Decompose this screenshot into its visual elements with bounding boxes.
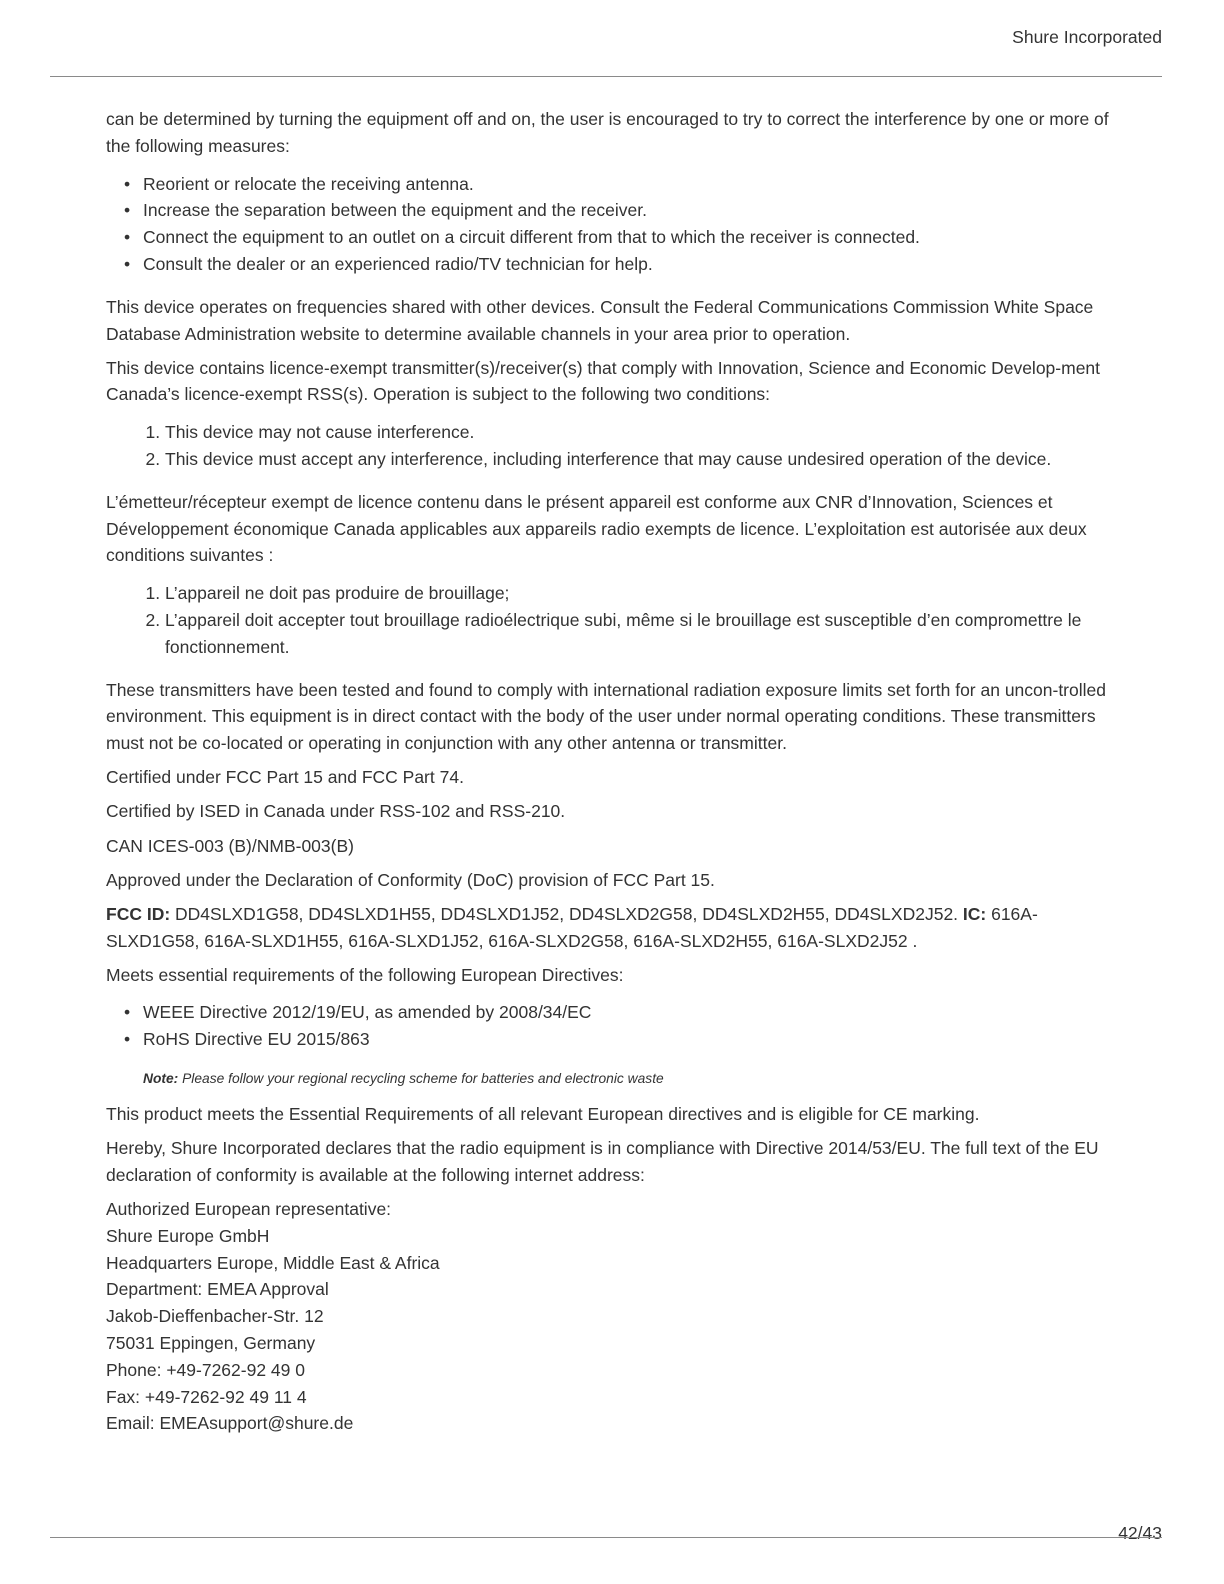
address-line: Shure Europe GmbH	[106, 1225, 270, 1246]
document-body	[106, 106, 1116, 1444]
address-line: Jakob-Dieffenbacher-Str. 12	[106, 1306, 324, 1327]
note-label: Note:	[143, 1070, 179, 1086]
ce-paragraph: This product meets the Essential Requirements of all relevant European directives and is eligible for CE marking.	[106, 1103, 980, 1124]
header-company-name: Shure Incorporated	[1012, 27, 1162, 47]
address-line: Phone: +49-7262-92 49 0	[106, 1359, 305, 1380]
address-line: Authorized European representative:	[106, 1198, 392, 1219]
address-line: Department: EMEA Approval	[106, 1279, 329, 1300]
recycling-note	[143, 1069, 1116, 1089]
doc-paragraph: Approved under the Declaration of Conformity (DoC) provision of FCC Part 15.	[106, 869, 715, 890]
frequencies-paragraph: This device operates on frequencies shared with other devices. Consult the Federal Communications Commission White Space Database Administration website to determine available channels in your area prior to operation.	[106, 296, 1094, 344]
conditions-fr-list	[106, 580, 1116, 660]
list-item: 2. This device must accept any interference, including interference that may cause undesired operation of the device.	[165, 446, 1116, 473]
list-item: 2. L’appareil doit accepter tout brouillage radioélectrique subi, même si le brouillage est susceptible d’en compromettre le fonctionnement.	[165, 607, 1116, 661]
list-item: • WEEE Directive 2012/19/EU, as amended by 2008/34/EC	[143, 999, 1116, 1026]
ices-paragraph: CAN ICES-003 (B)/NMB-003(B)	[106, 835, 354, 856]
fcc-id-values: DD4SLXD1G58, DD4SLXD1H55, DD4SLXD1J52, DD4SLXD2G58, DD4SLXD2H55, DD4SLXD2J52.	[170, 903, 963, 924]
interference-measures-list	[106, 171, 1116, 278]
cert-ised-paragraph: Certified by ISED in Canada under RSS-102 and RSS-210.	[106, 801, 566, 822]
footer-divider	[50, 1537, 1162, 1538]
canada-fr-paragraph: L’émetteur/récepteur exempt de licence contenu dans le présent appareil est conforme aux CNR d’Innovation, Sciences et Développement économique Canada applicables aux appareils radio exempts de licence. L’exploitation est autorisée aux deux conditions suivantes :	[106, 491, 1087, 566]
address-line: Fax: +49-7262-92 49 11 4	[106, 1386, 307, 1407]
directives-paragraph: Meets essential requirements of the following European Directives:	[106, 964, 624, 985]
page-number: 42/43	[1118, 1523, 1162, 1543]
eu-representative-address	[106, 1196, 1116, 1437]
european-directives-list	[106, 999, 1116, 1053]
header-divider	[50, 76, 1162, 77]
list-item: • Connect the equipment to an outlet on a circuit different from that to which the receiver is connected.	[143, 224, 1116, 251]
address-line: Email: EMEAsupport@shure.de	[106, 1413, 354, 1434]
address-line: Headquarters Europe, Middle East & Africa	[106, 1252, 440, 1273]
declaration-paragraph: Hereby, Shure Incorporated declares that the radio equipment is in compliance with Directive 2014/53/EU. The full text of the EU declaration of conformity is available at the following internet address:	[106, 1138, 1099, 1185]
note-text: Please follow your regional recycling scheme for batteries and electronic waste	[178, 1070, 664, 1086]
address-line: 75031 Eppingen, Germany	[106, 1332, 316, 1353]
list-item: • RoHS Directive EU 2015/863	[143, 1026, 1116, 1053]
cert-fcc-paragraph: Certified under FCC Part 15 and FCC Part 74.	[106, 767, 464, 788]
ic-values: 616A-SLXD1G58, 616A-SLXD1H55, 616A-SLXD1J52, 616A-SLXD2G58, 616A-SLXD2H55, 616A-SLXD2J52 .	[106, 903, 1038, 951]
intro-paragraph: can be determined by turning the equipment off and on, the user is encouraged to try to correct the interference by one or more of the following measures:	[106, 109, 1109, 156]
list-item: • Consult the dealer or an experienced radio/TV technician for help.	[143, 251, 1116, 278]
list-item: • Increase the separation between the equipment and the receiver.	[143, 197, 1116, 224]
list-item: 1. This device may not cause interference.	[165, 419, 1116, 446]
fcc-id-label: FCC ID:	[106, 903, 171, 924]
fcc-ic-ids-paragraph	[106, 901, 1116, 955]
conditions-en-list	[106, 419, 1116, 473]
canada-paragraph: This device contains licence-exempt transmitter(s)/receiver(s) that comply with Innovation, Science and Economic Develop-ment Canada’s licence-exempt RSS(s). Operation is subject to the following two conditions:	[106, 357, 1101, 405]
list-item: • Reorient or relocate the receiving antenna.	[143, 171, 1116, 198]
radiation-paragraph: These transmitters have been tested and found to comply with international radiation exposure limits set forth for an uncon-trolled environment. This equipment is in direct contact with the body of the user under normal operating conditions. These transmitters must not be co-located or operating in conjunction with any other antenna or transmitter.	[106, 679, 1106, 754]
ic-label: IC:	[962, 903, 987, 924]
list-item: 1. L’appareil ne doit pas produire de brouillage;	[165, 580, 1116, 607]
